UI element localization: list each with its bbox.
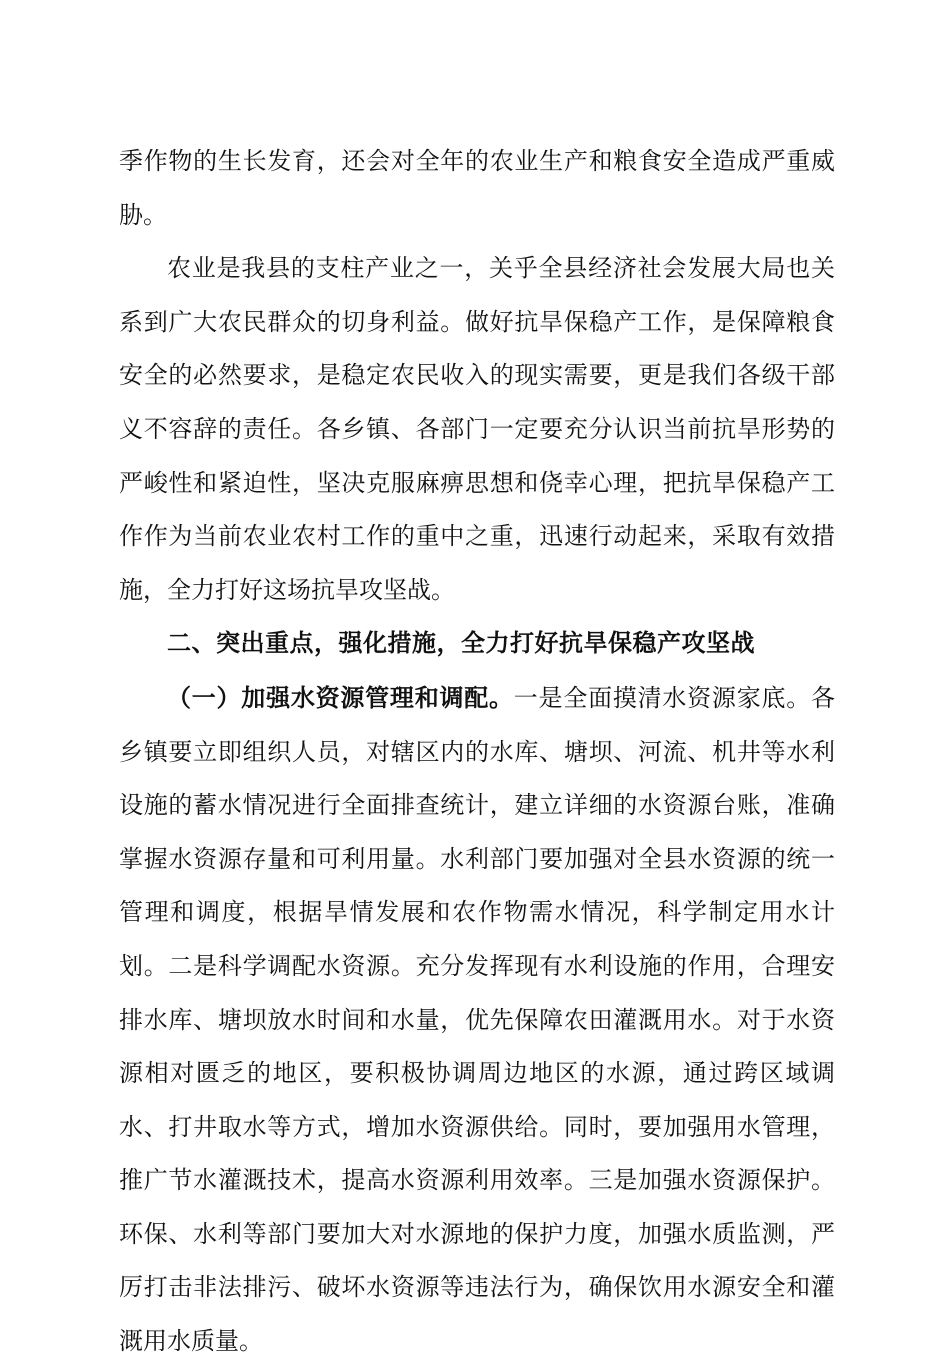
subsection-heading-1: （一）加强水资源管理和调配。	[167, 682, 514, 712]
paragraph-water-resources	[119, 671, 835, 1369]
document-body	[119, 135, 835, 1369]
paragraph-continuation: 季作物的生长发育，还会对全年的农业生产和粮食安全造成严重威胁。	[119, 147, 835, 229]
paragraph-water-resources-text: 一是全面摸清水资源家底。各乡镇要立即组织人员，对辖区内的水库、塘坝、河流、机井等水利设施的蓄水情况进行全面排查统计，建立详细的水资源台账，准确掌握水资源存量和可利用量。水利部门要加强对全县水资源的统一管理和调度，根据旱情发展和农作物需水情况，科学制定用水计划。二是科学调配水资源。充分发挥现有水利设施的作用，合理安排水库、塘坝放水时间和水量，优先保障农田灌溉用水。对于水资源相对匮乏的地区，要积极协调周边地区的水源，通过跨区域调水、打井取水等方式，增加水资源供给。同时，要加强用水管理，推广节水灌溉技术，提高水资源利用效率。三是加强水资源保护。环保、水利等部门要加大对水源地的保护力度，加强水质监测，严厉打击非法排污、破坏水资源等违法行为，确保饮用水源安全和灌溉用水质量。	[119, 683, 836, 1356]
section-heading-2: 二、突出重点，强化措施，全力打好抗旱保稳产攻坚战	[167, 629, 755, 658]
paragraph-agriculture-importance: 农业是我县的支柱产业之一，关乎全县经济社会发展大局也关系到广大农民群众的切身利益。做好抗旱保稳产工作，是保障粮食安全的必然要求，是稳定农民收入的现实需要，更是我们各级干部义不容辞的责任。各乡镇、各部门一定要充分认识当前抗旱形势的严峻性和紧迫性，坚决克服麻痹思想和侥幸心理，把抗旱保稳产工作作为当前农业农村工作的重中之重，迅速行动起来，采取有效措施，全力打好这场抗旱攻坚战。	[119, 254, 835, 604]
